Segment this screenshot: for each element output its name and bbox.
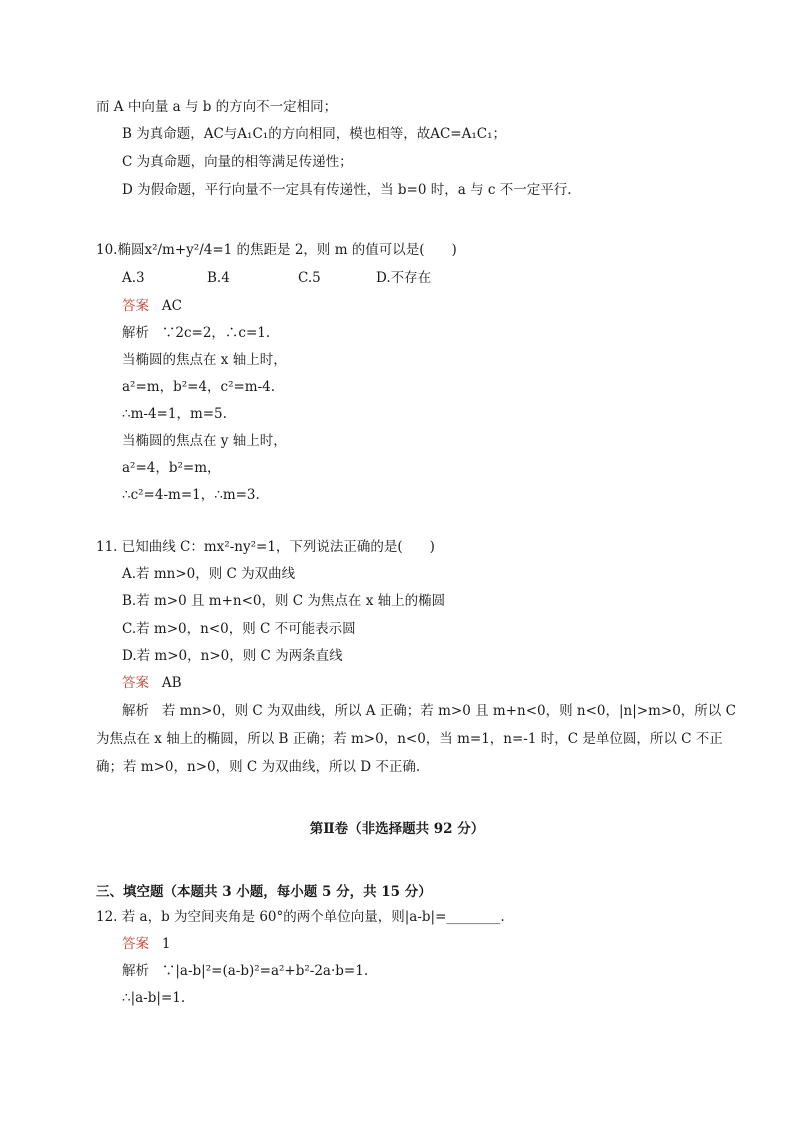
- q10-analysis-line: ∴c²=4-m=1，∴m=3.: [122, 487, 260, 503]
- q11-stem: 11. 已知曲线 C：mx²-ny²=1，下列说法正确的是( ): [96, 539, 435, 555]
- q10-analysis-line: 当椭圆的焦点在 y 轴上时，: [122, 433, 287, 449]
- q10-analysis-label: 解析: [122, 325, 149, 341]
- q10-option-a: A.3: [122, 270, 145, 286]
- q11-answer-label: 答案: [122, 675, 149, 691]
- q10-answer-label: 答案: [122, 298, 149, 314]
- q10-analysis-line: ∴m-4=1，m=5.: [122, 406, 227, 422]
- q10-analysis-line: 当椭圆的焦点在 x 轴上时，: [122, 352, 287, 368]
- q11-analysis-line: 为焦点在 x 轴上的椭圆，所以 B 正确；若 m>0，n<0，当 m=1，n=-1 时，C 是单位圆，所以 C 不正: [96, 731, 723, 747]
- q11-analysis-row-1: [122, 701, 736, 721]
- q12-stem: 12. 若 a，b 为空间夹角是 60°的两个单位向量，则|a-b|=________.: [96, 909, 505, 925]
- q10-answer-row: [122, 296, 182, 316]
- q10-analysis-line: ∵2c=2，∴c=1.: [161, 325, 271, 341]
- q11-answer-row: [122, 673, 182, 693]
- q10-option-c: C.5: [298, 270, 321, 286]
- q9-line-4: D 为假命题，平行向量不一定具有传递性，当 b=0 时，a 与 c 不一定平行.: [122, 182, 572, 198]
- q12-answer-value: 1: [161, 936, 171, 952]
- q11-answer-value: AB: [161, 675, 182, 691]
- q10-analysis-row-1: [122, 323, 270, 343]
- q12-analysis-line: ∴|a-b|=1.: [122, 990, 186, 1006]
- q10-answer-value: AC: [161, 298, 182, 314]
- q9-line-1: 而 A 中向量 a 与 b 的方向不一定相同；: [96, 99, 338, 115]
- q9-line-2: B 为真命题，AC与A₁C₁的方向相同，模也相等，故AC=A₁C₁；: [122, 126, 506, 142]
- q12-analysis-row-1: [122, 961, 368, 981]
- q11-option-b: B.若 m>0 且 m+n<0，则 C 为焦点在 x 轴上的椭圆: [122, 593, 446, 609]
- q11-option-a: A.若 mn>0，则 C 为双曲线: [122, 566, 296, 582]
- q10-option-b: B.4: [207, 270, 230, 286]
- q10-option-d: D.不存在: [376, 270, 432, 286]
- q10-stem: 10.椭圆x²/m+y²/4=1 的焦距是 2，则 m 的值可以是( ): [96, 242, 457, 258]
- q9-line-3: C 为真命题，向量的相等满足传递性；: [122, 154, 353, 170]
- q12-analysis-label: 解析: [122, 963, 149, 979]
- q11-analysis-label: 解析: [122, 703, 149, 719]
- q12-answer-label: 答案: [122, 936, 149, 952]
- q11-option-c: C.若 m>0，n<0，则 C 不可能表示圆: [122, 621, 356, 637]
- q12-analysis-line: ∵|a-b|²=(a-b)²=a²+b²-2a·b=1.: [161, 963, 369, 979]
- q12-answer-row: [122, 934, 170, 954]
- q11-option-d: D.若 m>0，n>0，则 C 为两条直线: [122, 648, 343, 664]
- q11-analysis-line: 确；若 m>0，n>0，则 C 为双曲线，所以 D 不正确.: [96, 759, 421, 775]
- part2-title: 第Ⅱ卷（非选择题共 92 分）: [309, 821, 485, 837]
- q10-analysis-line: a²=4，b²=m，: [122, 460, 221, 476]
- q10-analysis-line: a²=m，b²=4，c²=m-4.: [122, 379, 276, 395]
- section3-title: 三、填空题（本题共 3 小题，每小题 5 分，共 15 分）: [96, 884, 432, 900]
- q11-analysis-line: 若 mn>0，则 C 为双曲线，所以 A 正确；若 m>0 且 m+n<0，则 n<0，|n|>m>0，所以 C: [161, 703, 736, 719]
